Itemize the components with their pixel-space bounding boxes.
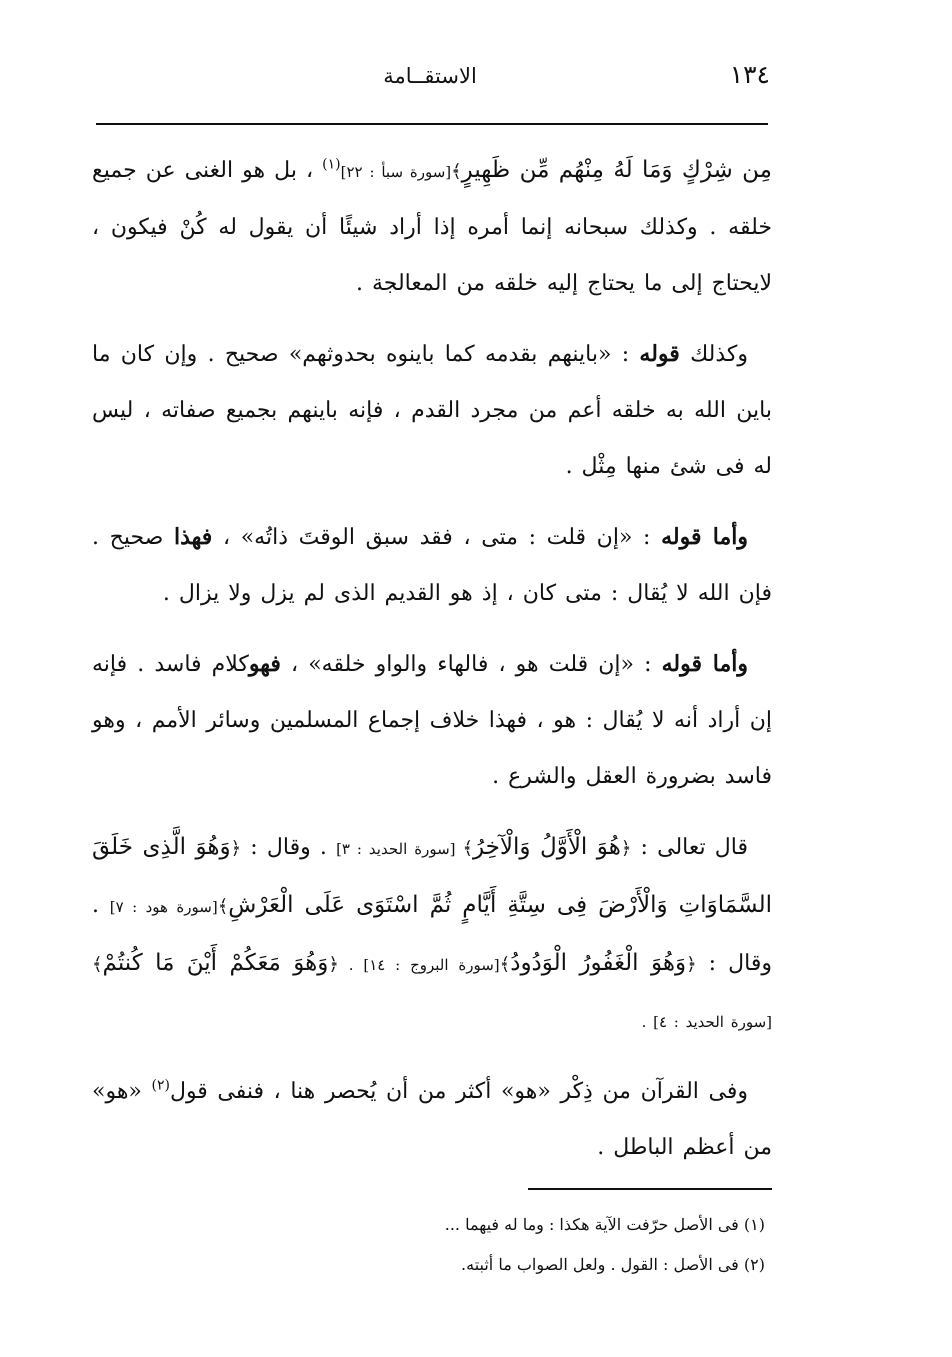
surah-reference: [سورة الحديد : ٣]	[336, 840, 463, 858]
quran-verse: وَهُوَ مَعَكُمْ أَيْنَ مَا كُنتُمْ	[102, 950, 329, 976]
bold-term: وأما قوله	[661, 651, 748, 677]
paragraph-text: . وقال :	[92, 893, 772, 976]
footnote-2: (٢) فى الأصل : القول . ولعل الصواب ما أثبته.	[461, 1255, 765, 1274]
quran-verse: وَهُوَ الَّذِى خَلَقَ السَّمَاوَاتِ وَالْأَرْضَ فِى سِتَّةِ أَيَّامٍ ثُمَّ اسْتَوَى عَلَى الْعَرْشِ	[92, 834, 772, 918]
footnote-marker-1: (١)	[322, 156, 341, 173]
paragraph-4	[92, 636, 772, 805]
ornate-bracket-open: ﴿	[328, 954, 339, 975]
ornate-bracket-open: ﴿	[686, 954, 697, 975]
paragraph-text: : «إن قلت هو ، فالهاء والواو خلقه» ،	[280, 652, 662, 677]
paragraph-2	[92, 326, 772, 495]
footnote-rule	[528, 1188, 772, 1190]
ornate-bracket-close: ﴾	[499, 954, 511, 975]
paragraph-text: كلام فاسد . فإنه إن أراد أنه لا يُقال : هو ، فهذا خلاف إجماع المسلمين وسائر الأمم ، وهو فاسد بضرورة العقل والشرع .	[92, 652, 772, 789]
running-header-title: الاستقــامة	[383, 64, 477, 88]
paragraph-text: : «باينهم بقدمه كما باينوه بحدوثهم» صحيح . وإن كان ما باين الله به خلقه أعم من مجرد القدم ، فإنه باينهم بجميع صفاته ، ليس له فى شئ منها مِثْل .	[92, 342, 772, 479]
ornate-bracket-close: ﴾	[451, 161, 462, 182]
footnote-1: (١) فى الأصل حرّفت الآية هكذا : وما له فيهما ...	[444, 1215, 765, 1234]
bold-term: فهذا	[174, 524, 213, 550]
surah-reference: [سورة هود : ٧]	[109, 898, 218, 916]
paragraph-text: وكذلك	[679, 342, 748, 367]
paragraph-text: وفى القرآن من ذِكْر «هو» أكثر من أن يُحصر هنا ، فنفى قول	[169, 1079, 748, 1104]
ornate-bracket-close: ﴾	[217, 896, 229, 917]
ornate-bracket-close: ﴾	[462, 838, 473, 859]
footnote-marker-2: (٢)	[151, 1077, 170, 1094]
paragraph-5	[92, 819, 772, 1050]
body-text	[92, 142, 772, 1190]
ornate-bracket-open: ﴿	[230, 838, 242, 859]
paragraph-1	[92, 142, 772, 312]
surah-reference: [سورة البروج : ١٤] .	[338, 956, 500, 974]
bold-term: وأما قوله	[661, 524, 749, 550]
paragraph-text: . وقال :	[241, 835, 337, 860]
quran-verse: وَهُوَ الْغَفُورُ الْوَدُودُ	[510, 950, 687, 976]
paragraph-3	[92, 509, 772, 622]
quran-verse: مِن شِرْكٍ وَمَا لَهُ مِنْهُم مِّن ظَهِيرٍ	[461, 157, 772, 183]
paragraph-text: صحيح . فإن الله لا يُقال : متى كان ، إذ هو القديم الذى لم يزل ولا يزال .	[92, 525, 772, 606]
footnotes	[220, 1205, 765, 1285]
surah-reference: [سورة الحديد : ٤] .	[641, 1013, 772, 1031]
page-number: ١٣٤	[729, 60, 770, 89]
header-rule	[96, 123, 768, 125]
paragraph-6	[92, 1064, 772, 1176]
paragraph-text: : «إن قلت : متى ، فقد سبق الوقتَ ذاتُه» ،	[212, 525, 662, 550]
paragraph-text: ، بل هو الغنى عن جميع خلقه . وكذلك سبحانه إنما أمره إذا أراد شيئًا أن يقول له كُنْ فيكون ، لايحتاج إلى ما يحتاج إليه خلقه من المعالجة .	[92, 158, 772, 296]
ornate-bracket-open: ﴿	[620, 838, 632, 859]
bold-term: فهو	[248, 651, 281, 677]
surah-reference: [سورة سبأ : ٢٢]	[340, 163, 452, 181]
quran-verse: هُوَ الْأَوَّلُ وَالْآخِرُ	[472, 834, 621, 860]
bold-term: قوله	[639, 341, 680, 367]
ornate-bracket-close: ﴾	[92, 954, 103, 975]
paragraph-text: قال تعالى :	[631, 835, 748, 860]
paragraph-text: «هو» من أعظم الباطل .	[92, 1079, 772, 1160]
